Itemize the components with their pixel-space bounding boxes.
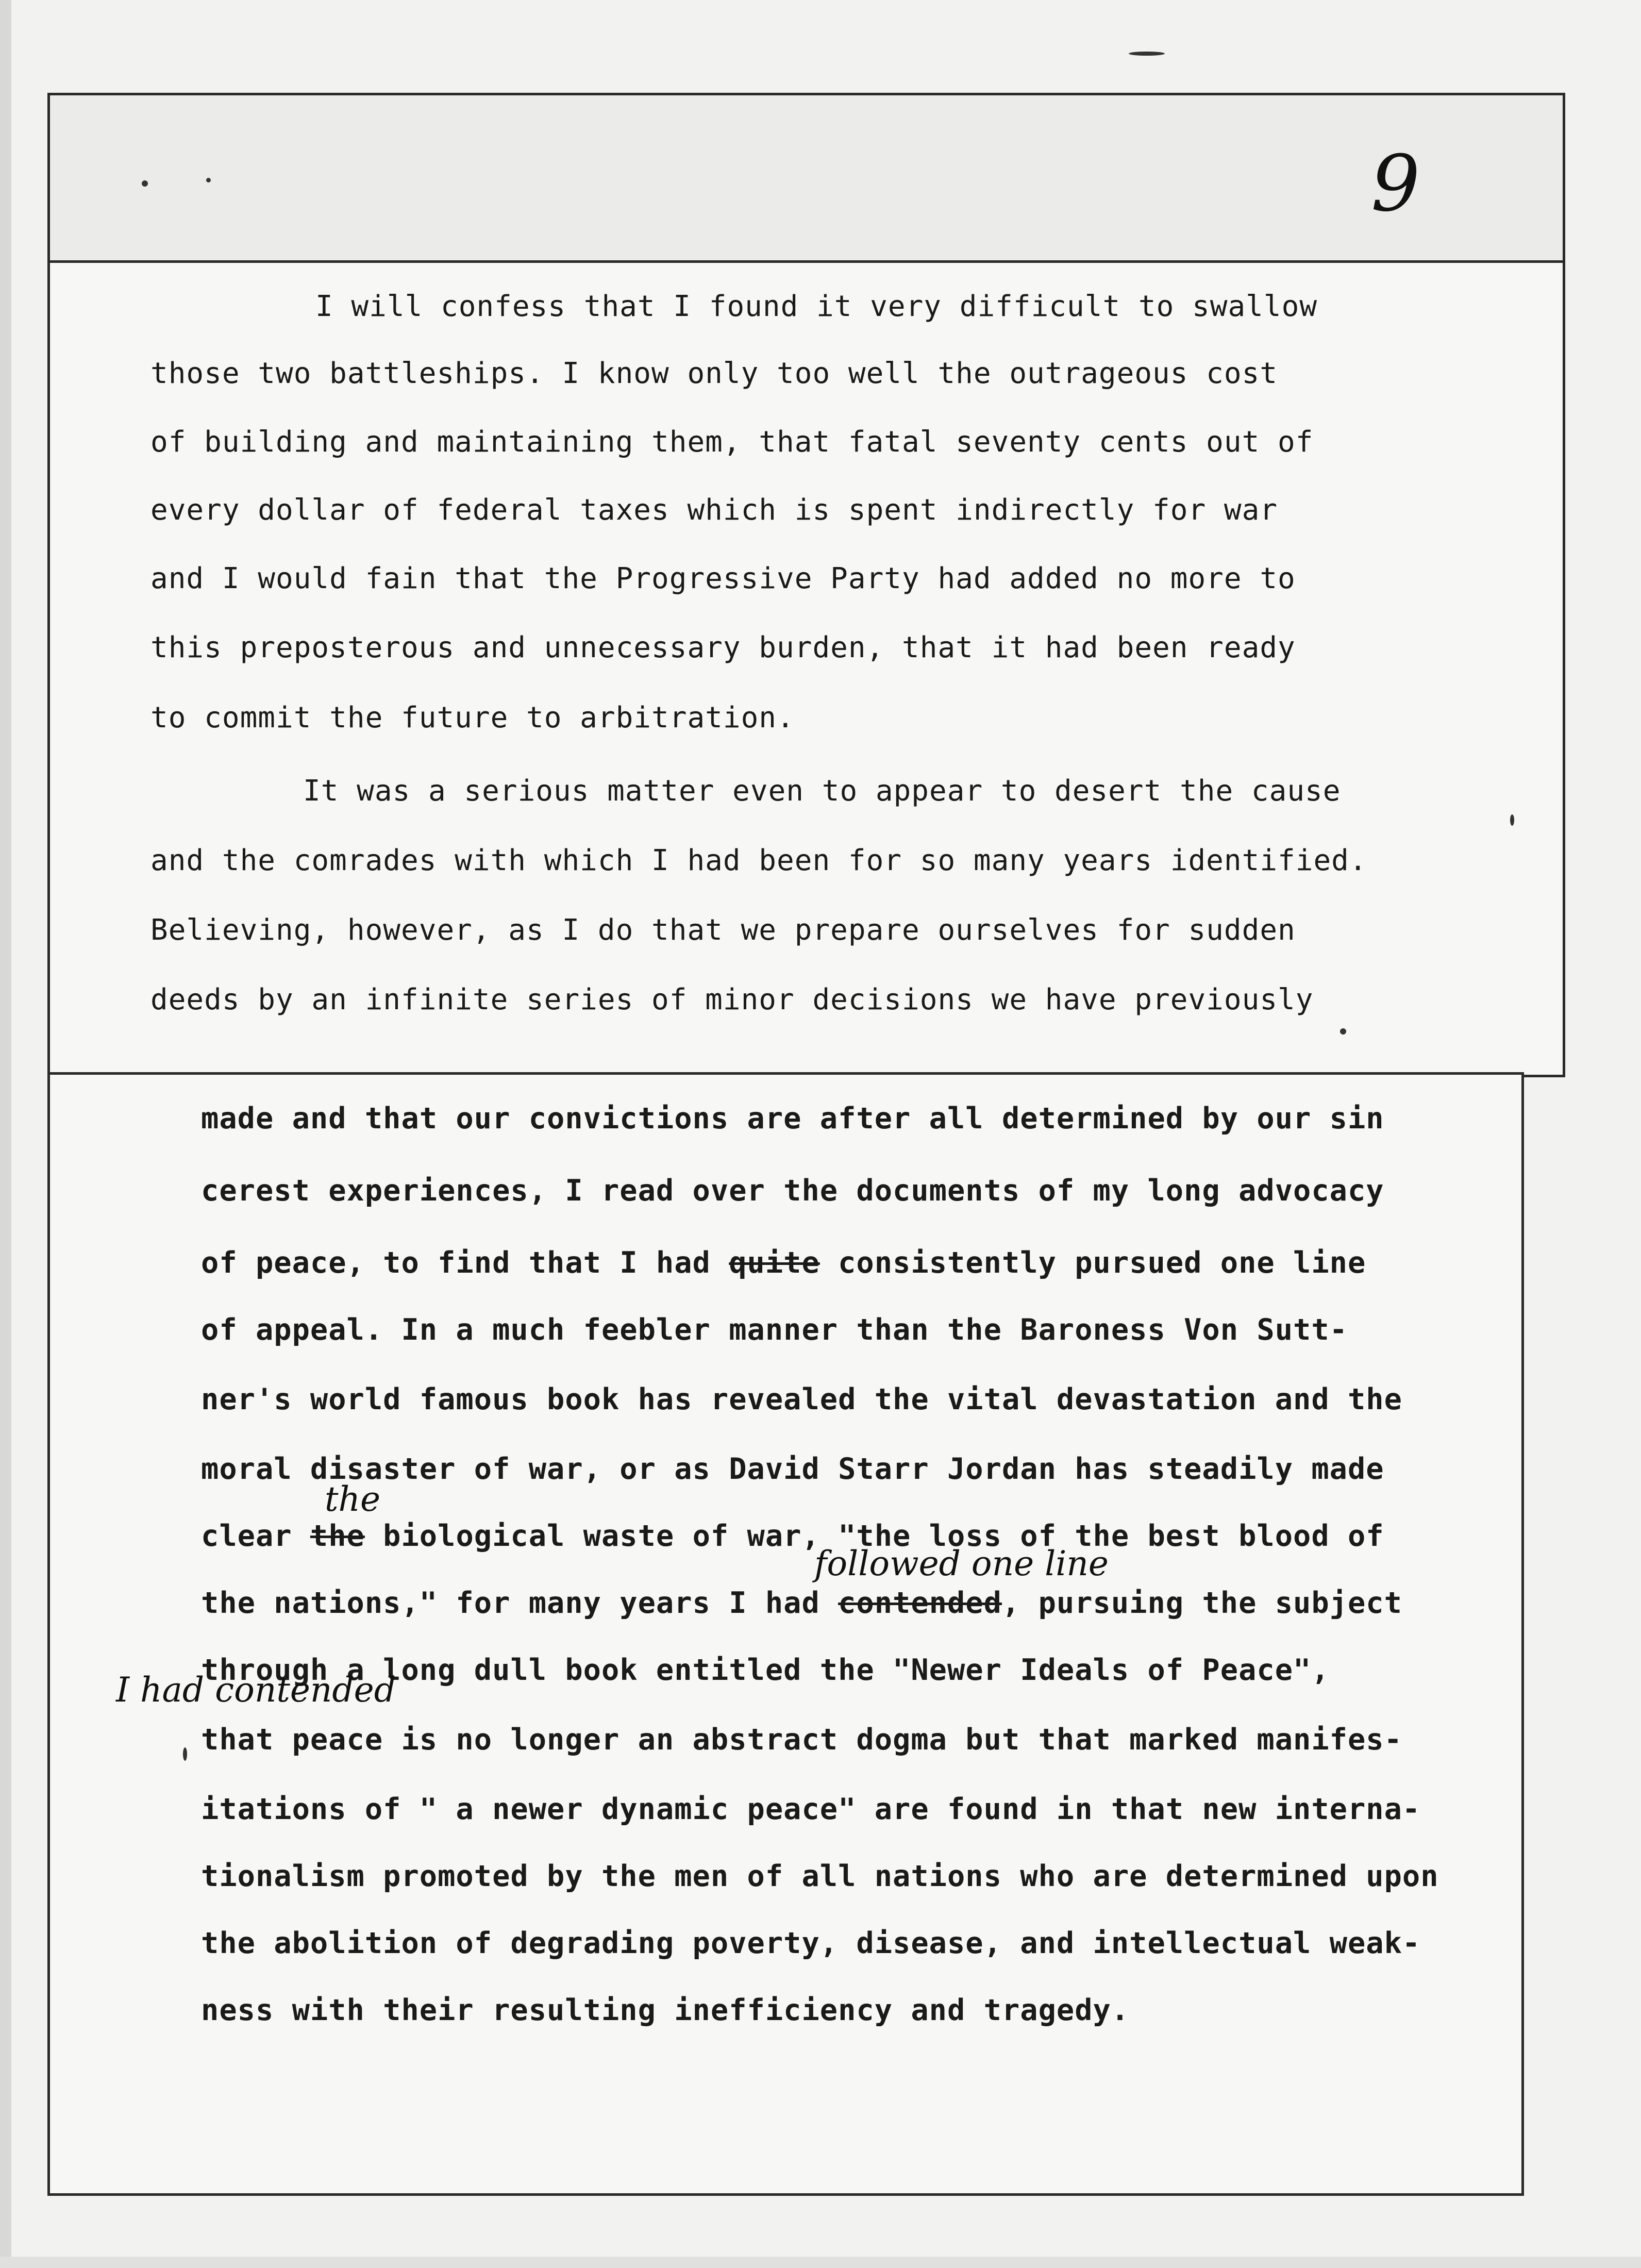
text-line: through a long dull book entitled the "Newer Ideals of Peace",: [201, 1653, 1330, 1687]
text-line: of building and maintaining them, that fatal seventy cents out of: [150, 425, 1314, 459]
text-line: and the comrades with which I had been for so many years identified.: [150, 844, 1367, 877]
text-line: ner's world famous book has revealed the vital devastation and the: [201, 1382, 1402, 1416]
scan-edge: [0, 2257, 1641, 2268]
scan-speck: [1510, 814, 1514, 826]
text-line: every dollar of federal taxes which is spent indirectly for war: [150, 493, 1278, 527]
scan-speck: [183, 1747, 187, 1761]
scan-speck: [1340, 1028, 1346, 1035]
text-line: of appeal. In a much feebler manner than the Baroness Von Sutt-: [201, 1313, 1348, 1347]
text-line: to commit the future to arbitration.: [150, 701, 795, 735]
text-line: cerest experiences, I read over the documents of my long advocacy: [201, 1174, 1384, 1208]
text-line: ness with their resulting inefficiency and tragedy.: [201, 1993, 1130, 2027]
text-line: tionalism promoted by the men of all nations who are determined upon: [201, 1859, 1439, 1893]
text-line: I will confess that I found it very difficult to swallow: [315, 290, 1318, 323]
scan-speck: [206, 178, 211, 182]
text-line: moral disaster of war, or as David Starr Jordan has steadily made: [201, 1452, 1384, 1486]
text-line: clear the biological waste of war, "the loss of the best blood of: [201, 1519, 1384, 1553]
text-line: of peace, to find that I had quite consistently pursued one line: [201, 1246, 1366, 1280]
text-line: the abolition of degrading poverty, disease, and intellectual weak-: [201, 1926, 1421, 1960]
scan-speck: [142, 180, 148, 187]
scan-edge: [0, 0, 11, 2268]
handwritten-insertion: followed one line: [814, 1544, 1109, 1583]
text-line: itations of " a newer dynamic peace" are found in that new interna-: [201, 1792, 1421, 1826]
page-number: 9: [1371, 139, 1420, 229]
struck-word: the: [310, 1519, 365, 1553]
text-line: those two battleships. I know only too well the outrageous cost: [150, 357, 1278, 390]
text-line: deeds by an infinite series of minor decisions we have previously: [150, 983, 1314, 1016]
text-line: that peace is no longer an abstract dogma but that marked manifes-: [201, 1723, 1402, 1757]
handwritten-insertion: I had contended: [116, 1670, 396, 1710]
text-line: and I would fain that the Progressive Party had added no more to: [150, 562, 1296, 595]
text-line: It was a serious matter even to appear to desert the cause: [303, 774, 1341, 808]
handwritten-insertion: the: [325, 1479, 381, 1519]
struck-word: quite: [729, 1246, 820, 1280]
text-line: this preposterous and unnecessary burden, that it had been ready: [150, 631, 1296, 664]
struck-word: contended: [838, 1586, 1002, 1620]
text-line: made and that our convictions are after all determined by our sin: [201, 1102, 1384, 1136]
scan-speck: [1129, 52, 1165, 56]
text-line: Believing, however, as I do that we prepare ourselves for sudden: [150, 913, 1296, 947]
text-line: the nations," for many years I had contended, pursuing the subject: [201, 1586, 1402, 1620]
